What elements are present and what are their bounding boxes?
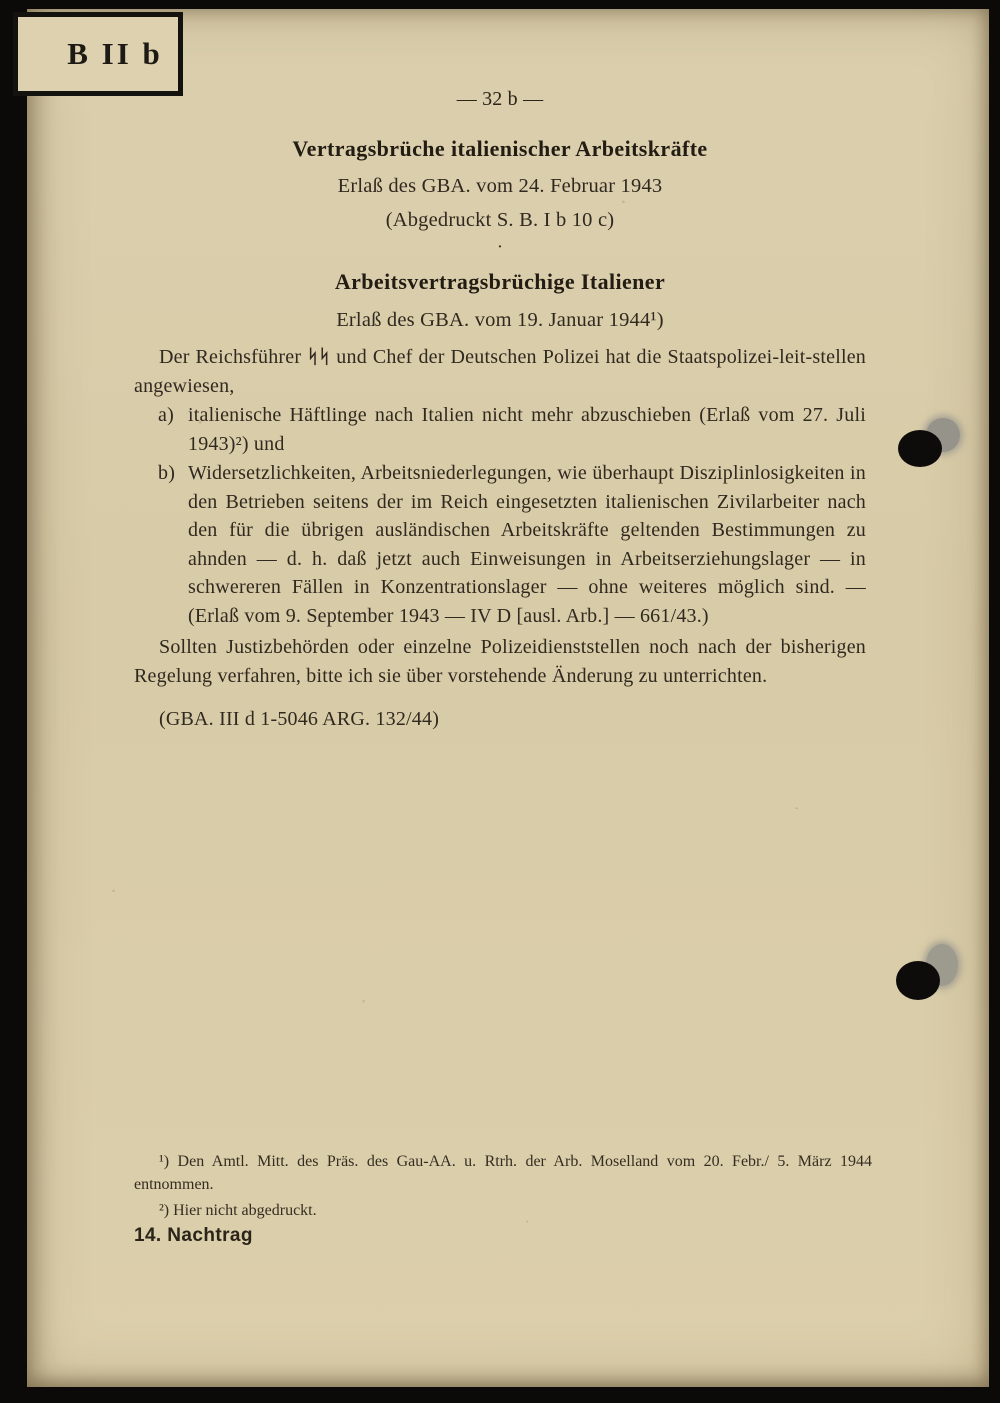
list-item-a xyxy=(134,401,866,458)
intro-paragraph xyxy=(134,343,866,400)
section1-title: Vertragsbrüche italienischer Arbeitskräfte xyxy=(292,135,708,161)
hole-punch-hole xyxy=(898,430,942,467)
file-reference: (GBA. III d 1-5046 ARG. 132/44) xyxy=(159,708,440,730)
hole-punch-top xyxy=(898,418,968,473)
list-item-a-label: a) xyxy=(158,404,174,426)
section2-subtitle: Erlaß des GBA. vom 19. Januar 1944¹) xyxy=(336,308,664,331)
supplement-footer: 14. Nachtrag xyxy=(134,1225,253,1246)
footnote-2: ²) Hier nicht abgedruckt. xyxy=(159,1202,317,1219)
classification-stamp-box xyxy=(13,12,183,96)
classification-stamp-label: B II b xyxy=(67,36,163,71)
ss-runes-symbol: ᛋᛋ xyxy=(307,346,331,368)
section1-reprint-note: (Abgedruckt S. B. I b 10 c) xyxy=(385,208,615,231)
footnotes-block xyxy=(134,1150,872,1222)
footnote-1: ¹) Den Amtl. Mitt. des Präs. des Gau-AA. u. Rtrh. der Arb. Moselland vom 20. Febr./ 5. März 1944 entnommen. xyxy=(134,1153,872,1193)
hole-punch-bottom xyxy=(896,944,966,1006)
page-content xyxy=(134,9,866,734)
page-number: — 32 b — xyxy=(456,88,544,110)
list-item-b-text: Widersetzlichkeiten, Arbeitsniederlegungen, wie überhaupt Disziplinlosigkeiten in den Betrieben seitens der im Reich eingesetzten italienischen Zivilarbeiter nach den für die übrigen ausländischen Arbeitskräfte geltenden Bestimmungen zu ahnden — d. h. daß jetzt auch Einweisungen in Arbeitserziehungslager — in schwereren Fällen in Konzentrationslager — ohne weiteres möglich sind. — (Erlaß vom 9. September 1943 — IV D [ausl. Arb.] — 661/43.) xyxy=(188,462,866,627)
ornament-mark: · xyxy=(497,240,503,255)
list-item-b xyxy=(134,459,866,630)
section2-title: Arbeitsvertragsbrüchige Italiener xyxy=(334,269,666,294)
list-item-a-text: italienische Häftlinge nach Italien nicht mehr abzuschieben (Erlaß vom 27. Juli 1943)²) und xyxy=(188,404,866,455)
intro-text-pre: Der Reichsführer xyxy=(159,346,308,368)
paper-sheet xyxy=(27,9,989,1387)
section1-subtitle: Erlaß des GBA. vom 24. Februar 1943 xyxy=(337,175,663,197)
list-item-b-label: b) xyxy=(158,462,176,484)
hole-punch-hole xyxy=(896,961,940,1000)
closing-paragraph: Sollten Justizbehörden oder einzelne Polizeidienststellen noch nach der bisherigen Regelung verfahren, bitte ich sie über vorstehende Änderung zu unterrichten. xyxy=(134,636,866,687)
intro-text-post: und Chef der Deutschen Polizei hat die Staatspolizei-leit-stellen angewiesen, xyxy=(134,346,866,397)
